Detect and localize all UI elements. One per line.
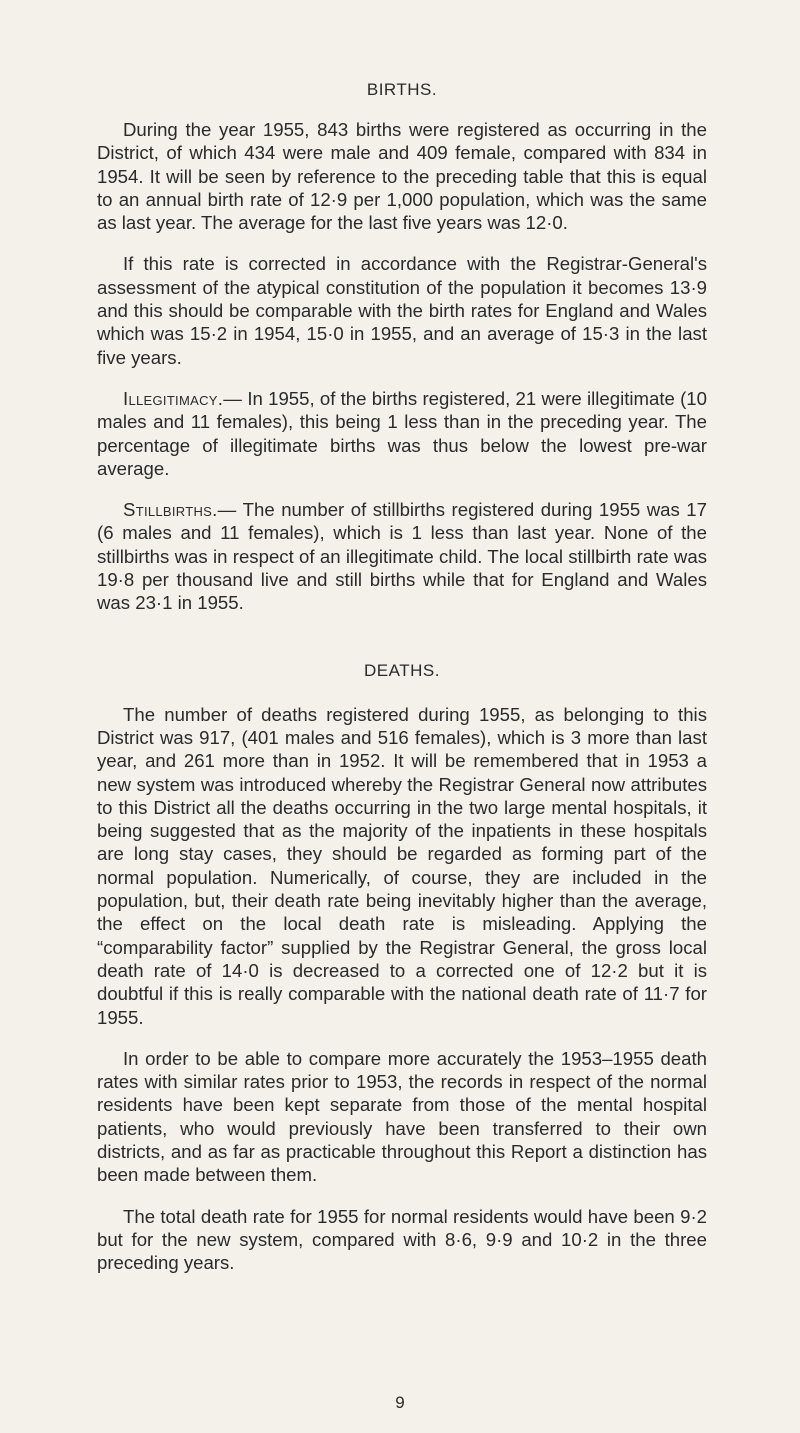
births-paragraph-1: During the year 1955, 843 births were registered as occurring in the District, of which 434 were male and 409 female, compared with 834 in 1954. It will be seen by reference to the preceding table that this is equal to an annual birth rate of 12·9 per 1,000 population, which was the same as last year. The average for the last five years was 12·0. [97, 119, 707, 234]
births-paragraph-2: If this rate is corrected in accordance with the Registrar-General's assessment of the atypical constitution of the population it becomes 13·9 and this should be comparable with the birth rates for England and Wales which was 15·2 in 1954, 15·0 in 1955, and an average of 15·3 in the last five years. [97, 253, 707, 368]
deaths-paragraph-2: In order to be able to compare more accurately the 1953–1955 death rates with similar rates prior to 1953, the records in respect of the normal residents have been kept separate from those of the mental hospital patients, who would previously have been transferred to their own districts, and as far as practicable throughout this Report a distinction has been made between them. [97, 1047, 707, 1186]
illegitimacy-paragraph [97, 387, 707, 480]
deaths-heading: DEATHS. [364, 660, 440, 680]
illegitimacy-label: Illegitimacy.— [123, 387, 243, 409]
page-number: 9 [395, 1393, 405, 1412]
stillbirths-paragraph [97, 498, 707, 614]
stillbirths-text: The number of stillbirths registered during 1955 was 17 (6 males and 11 females), which is 1 less than last year. None of the stillbirths was in respect of an illegitimate child. The local stillbirth rate was 19·8 per thousand live and still births while that for England and Wales was 23·1 in 1955. [97, 499, 707, 614]
stillbirths-label: Stillbirths.— [123, 499, 237, 521]
births-heading: BIRTHS. [366, 80, 438, 99]
deaths-paragraph-1: The number of deaths registered during 1955, as belonging to this District was 917, (401 males and 516 females), which is 3 more than last year, and 261 more than in 1952. It will be remembered that in 1953 a new system was introduced whereby the Registrar General now attributes to this District all the deaths occurring in the two large mental hospitals, it being suggested that as the majority of the inpatients in these hospitals are long stay cases, they should be regarded as forming part of the normal population. Numerically, of course, they are included in the population, but, their death rate being inevitably higher than the average, the effect on the local death rate is misleading. Applying the “comparability factor” supplied by the Registrar General, the gross local death rate of 14·0 is decreased to a corrected one of 12·2 but it is doubtful if this is really comparable with the national death rate of 11·7 for 1955. [97, 703, 707, 1028]
deaths-paragraph-3: The total death rate for 1955 for normal residents would have been 9·2 but for the new system, compared with 8·6, 9·9 and 10·2 in the three preceding years. [97, 1205, 707, 1274]
illegitimacy-text: In 1955, of the births registered, 21 were illegitimate (10 males and 11 females), this being 1 less than in the preceding year. The percentage of illegitimate births was thus below the lowest pre-war average. [97, 387, 707, 479]
